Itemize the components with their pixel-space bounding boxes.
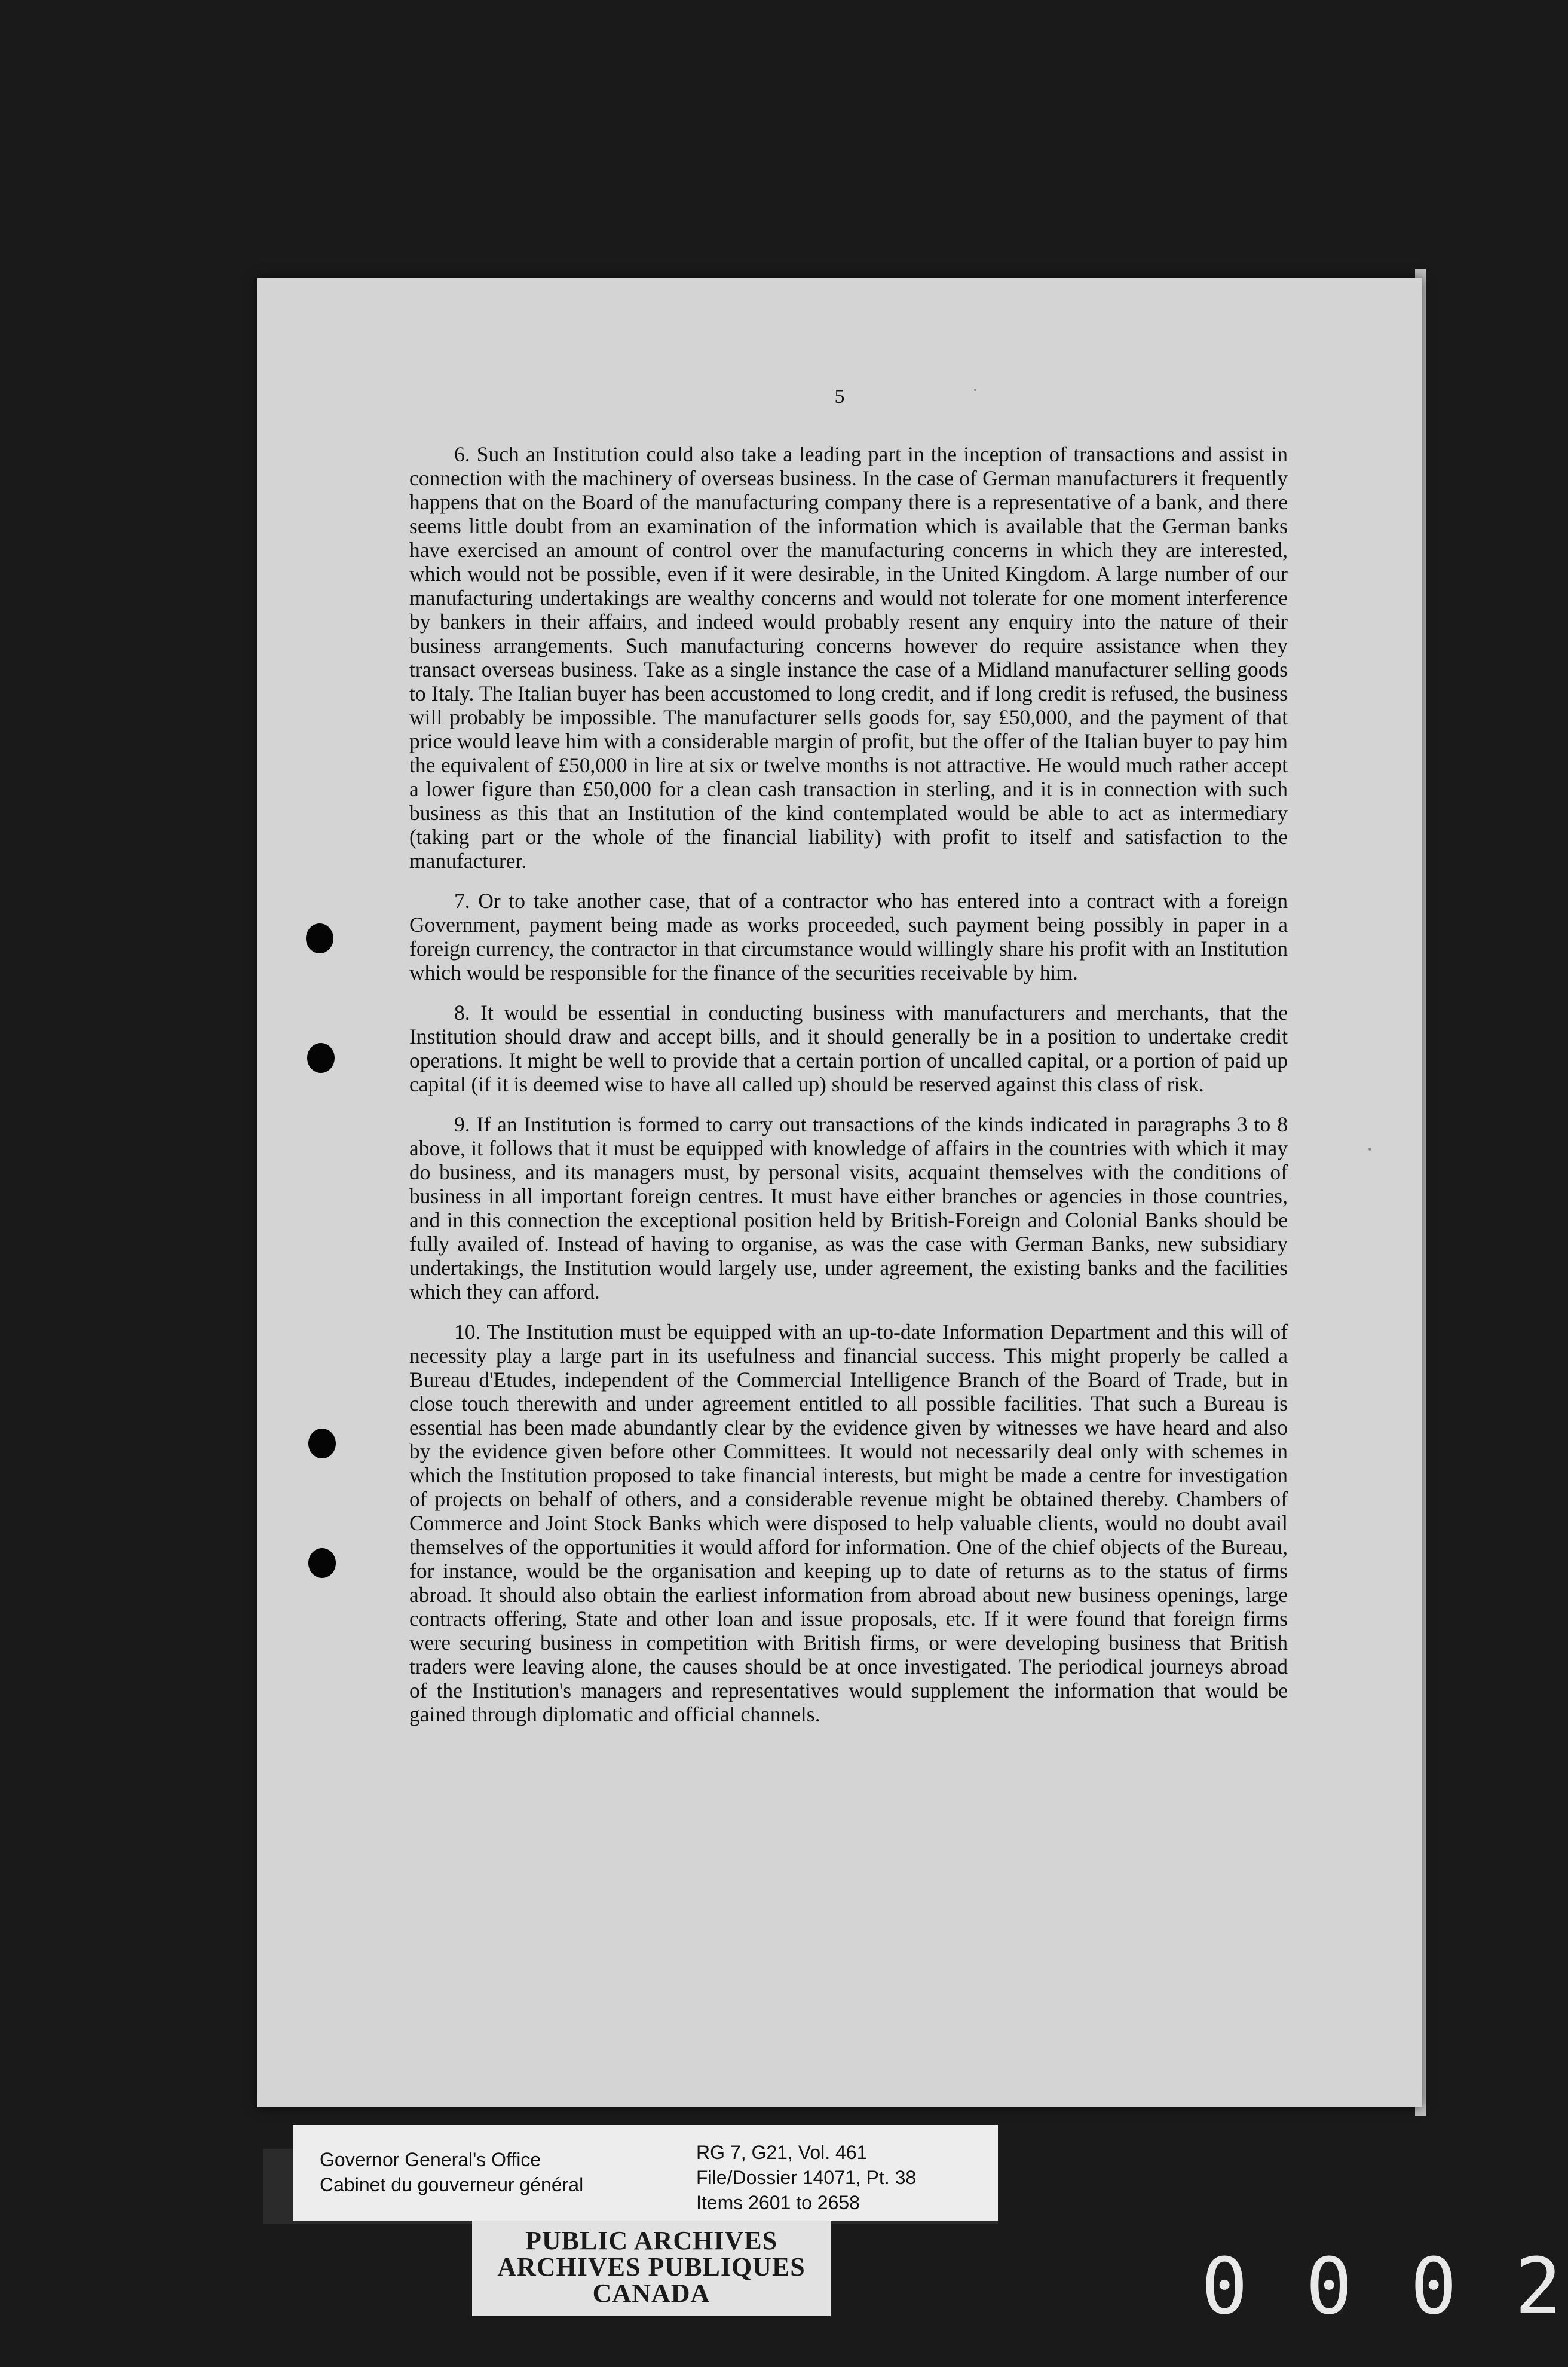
punch-hole <box>307 1043 335 1073</box>
dust-speck <box>974 389 976 391</box>
stamp-line-en: PUBLIC ARCHIVES <box>525 2226 778 2255</box>
office-fr: Cabinet du gouverneur général <box>320 2174 584 2195</box>
dust-speck <box>1368 1148 1371 1151</box>
file-number: File/Dossier 14071, Pt. 38 <box>696 2167 917 2188</box>
paragraph-10: 10. The Institution must be equipped with an up-to-date Information Department and this will of necessity play a large part in its usefulness and financial success. This might properly be called a Bureau d'Etudes, independent of the Commercial Intelligence Branch of the Board of Trade, but in close touch therewith and under agreement entitled to all possible facilities. That such a Bureau is essential has been made abundantly clear by the evidence given by witnesses we have heard and also by the evidence given before other Committees. It would not necessarily deal only with schemes in which the Institution proposed to take financial interests, but might be made a centre for investigation of projects on behalf of others, and a considerable revenue might be obtained thereby. Chambers of Commerce and Joint Stock Banks which were disposed to help valuable clients, would no doubt avail themselves of the opportunities it would afford for information. One of the chief objects of the Bureau, for instance, would be the organisation and keeping up to date of returns as to the status of firms abroad. It should also obtain the earliest information from abroad about new business openings, large contracts offering, State and other loan and issue proposals, etc. If it were found that foreign firms were securing business in competition with British firms, or were developing business that British traders were leaving alone, the causes should be at once investigated. The periodical journeys abroad of the Institution's managers and representatives would supplement the information that would be gained through diplomatic and official channels. <box>409 1320 1288 1726</box>
stamp-line-country: CANADA <box>592 2279 710 2308</box>
document-body <box>409 442 1288 1742</box>
frame-number-digit: 0 <box>1410 2241 1457 2332</box>
stamp-line-fr: ARCHIVES PUBLIQUES <box>497 2252 806 2282</box>
office-en: Governor General's Office <box>320 2149 541 2170</box>
frame-number-digit: 2 <box>1515 2241 1562 2332</box>
paragraph-6: 6. Such an Institution could also take a leading part in the inception of transactions and assist in connection with the machinery of overseas business. In the case of German manufacturers it frequently happens that on the Board of the manufacturing company there is a representative of a bank, and there seems little doubt from an examination of the information which is available that the German banks have exercised an amount of control over the manufacturing concerns in which they are interested, which would not be possible, even if it were desirable, in the United Kingdom. A large number of our manufacturing undertakings are wealthy concerns and would not tolerate for one moment interference by bankers in their affairs, and indeed would probably resent any enquiry into the nature of their business arrangements. Such manufacturing concerns however do require assistance when they transact overseas business. Take as a single instance the case of a Midland manufacturer selling goods to Italy. The Italian buyer has been accustomed to long credit, and if long credit is refused, the business will probably be impossible. The manufacturer sells goods for, say £50,000, and the payment of that price would leave him with a considerable margin of profit, but the offer of the Italian buyer to pay him the equivalent of £50,000 in lire at six or twelve months is not attractive. He would much rather accept a lower figure than £50,000 for a clean cash transaction in sterling, and it is in connection with such business as this that an Institution of the kind contemplated would be able to act as intermediary (taking part or the whole of the financial liability) with profit to itself and satisfaction to the manufacturer. <box>409 442 1288 873</box>
punch-hole <box>306 923 333 953</box>
record-group: RG 7, G21, Vol. 461 <box>696 2142 868 2163</box>
paragraph-9: 9. If an Institution is formed to carry out transactions of the kinds indicated in paragraphs 3 to 8 above, it follows that it must be equipped with knowledge of affairs in the countries with which it may do business, and its managers must, by personal visits, acquaint themselves with the conditions of business in all important foreign centres. It must have either branches or agencies in those countries, and in this connection the exceptional position held by British-Foreign and Colonial Banks should be fully availed of. Instead of having to organise, as was the case with German Banks, new subsidiary undertakings, the Institution would largely use, under agreement, the existing banks and the facilities which they can afford. <box>409 1112 1288 1304</box>
punch-hole <box>308 1548 336 1578</box>
item-range: Items 2601 to 2658 <box>696 2192 860 2213</box>
document-page <box>257 278 1422 2107</box>
public-archives-stamp <box>472 2221 831 2316</box>
paragraph-8: 8. It would be essential in conducting business with manufacturers and merchants, that the Institution should draw and accept bills, and it should generally be in a position to undertake credit operations. It might be well to provide that a certain portion of uncalled capital, or a portion of paid up capital (if it is deemed wise to have all called up) should be reserved against this class of risk. <box>409 1001 1288 1096</box>
paragraph-7: 7. Or to take another case, that of a contractor who has entered into a contract with a foreign Government, payment being made as works proceeded, such payment being possibly in paper in a foreign currency, the contractor in that circumstance would willingly share his profit with an Institution which would be responsible for the finance of the securities receivable by him. <box>409 889 1288 984</box>
punch-hole <box>308 1429 336 1458</box>
frame-number-digit: 0 <box>1201 2241 1248 2332</box>
frame-number-digit: 0 <box>1306 2241 1353 2332</box>
page-number: 5 <box>834 386 845 408</box>
archive-reference-label <box>293 2125 998 2221</box>
